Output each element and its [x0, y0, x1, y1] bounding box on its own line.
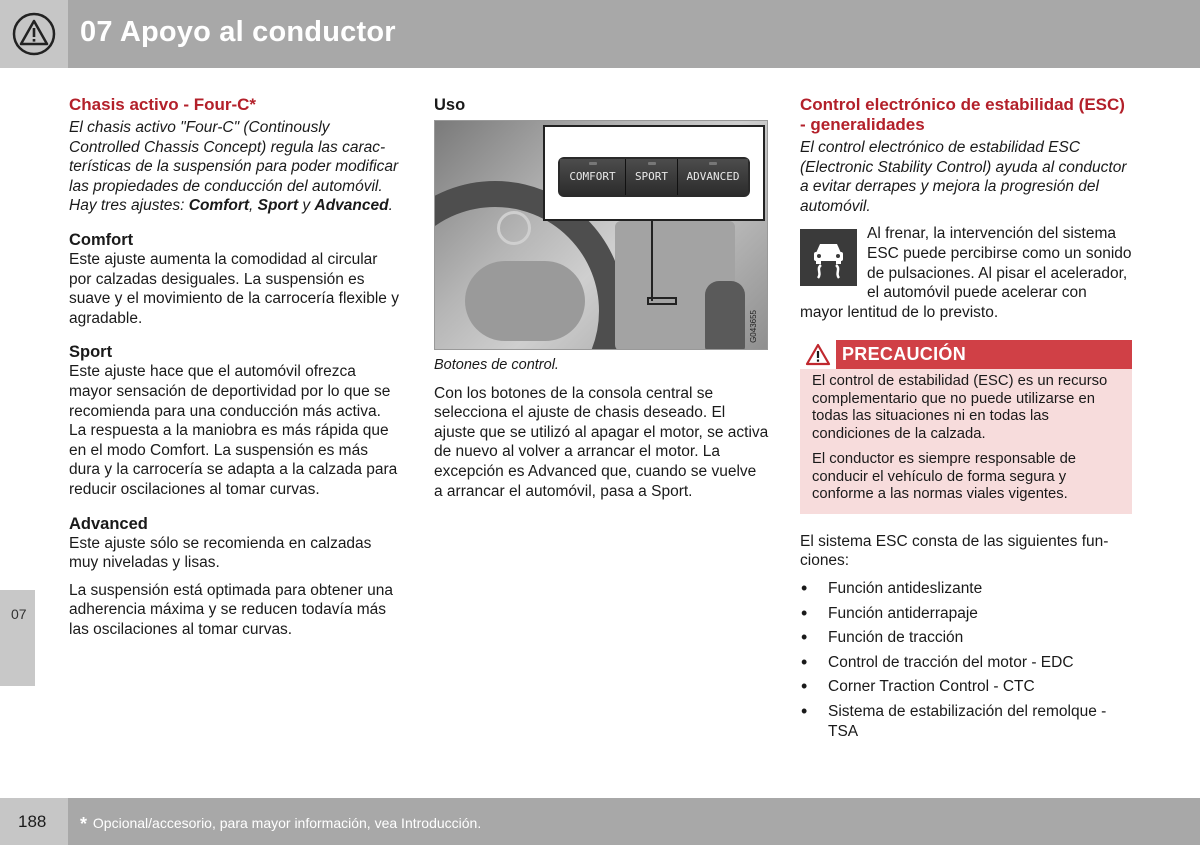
list-item: • Función antideslizante [800, 579, 1132, 599]
footnote-star: * [80, 814, 88, 834]
sport-heading: Sport [69, 343, 113, 362]
comfort-text: Este ajuste aumenta la comodidad al circular por calzadas desiguales. La suspensión es suave y el movimiento de la carrocería flexible y agradable. [69, 250, 399, 327]
four-c-intro-text: El chasis activo "Four-C" (Continously Controlled Chassis Concept) regula las características de la suspensión para poder modificar las propiedades de conducción del automóvil. Hay tres ajustes: [69, 119, 399, 215]
chapter-title: 07 Apoyo al conductor [80, 16, 396, 48]
steering-hub-illustration [465, 261, 585, 341]
advanced-mode-button: ADVANCED [678, 159, 748, 195]
sport-text: Este ajuste hace que el automóvil ofrezca mayor sensación de deportividad por lo que se recomienda para una conducción más activa. La respuesta a la maniobra es más rápida que en el modo Comfort. La suspensión es más dura y la carrocería se adapta a la calzada para reducir oscilaciones al tomar curvas. [69, 363, 398, 498]
comfort-mode-button: COMFORT [560, 159, 626, 195]
intro-sep1: , [249, 197, 258, 215]
gear-lever-illustration [705, 281, 745, 350]
warning-icon-box [0, 0, 68, 68]
sport-mode-button: SPORT [626, 159, 678, 195]
list-item: • Función de tracción [800, 628, 1132, 648]
image-code: G043655 [749, 310, 759, 343]
footnote-text: Opcional/accesorio, para mayor información, vea Introducción. [92, 815, 482, 831]
esc-note-text: Al frenar, la intervención del sistema ESC puede percibirse como un sonido de pulsaciones. Al pisar el acelerador, el automóvil puede acelerar con mayor lentitud de lo previsto. [800, 225, 1132, 321]
side-tab-label: 07 [11, 606, 27, 622]
advanced-heading: Advanced [69, 514, 148, 533]
control-buttons-photo [434, 120, 768, 350]
four-c-intro [69, 118, 399, 216]
intro-sport: Sport [257, 197, 299, 215]
buttons-callout [543, 125, 765, 221]
list-item: • Corner Traction Control - CTC [800, 677, 1132, 697]
list-item: • Sistema de estabilización del remolque - TSA [800, 702, 1132, 741]
section-title-four-c: Chasis activo - Four-C* [69, 95, 257, 114]
footer-note [80, 814, 481, 835]
intro-end: . [388, 197, 393, 215]
page-footer [0, 798, 1200, 845]
warning-triangle-icon [12, 12, 56, 56]
comfort-heading: Comfort [69, 230, 134, 249]
intro-sep2: y [298, 197, 315, 215]
chapter-side-tab [0, 590, 35, 686]
caution-text-1: El control de estabilidad (ESC) es un recurso complementario que no puede utilizarse en todas las situaciones ni en todas las condiciones de la calzada. [812, 373, 1108, 442]
section-title-esc: Control electrónico de estabilidad (ESC) - generalidades [800, 95, 1125, 134]
column-four-c [69, 95, 399, 639]
caution-body [800, 369, 1132, 514]
intro-advanced: Advanced [314, 197, 389, 215]
intro-comfort: Comfort [188, 197, 250, 215]
page-header [0, 0, 1200, 68]
caution-triangle-icon [800, 340, 836, 369]
chassis-mode-buttons [558, 157, 750, 197]
volvo-logo-icon [497, 211, 531, 245]
column-usage [434, 95, 769, 501]
esc-intro: El control electrónico de estabilidad ESC (Electronic Stability Control) ayuda al conductor a evitar derrapes y mejora la progresión del automóvil. [800, 139, 1127, 215]
advanced-text-2: La suspensión está optimada para obtener una adherencia máxima y se reducen todavía más las oscilaciones al tomar curvas. [69, 581, 394, 638]
page-number-box [0, 798, 68, 845]
esc-functions-intro: El sistema ESC consta de las siguientes funciones: [800, 532, 1109, 570]
callout-leader-line [651, 221, 653, 301]
usage-text: Con los botones de la consola central se selecciona el ajuste de chasis deseado. El ajuste que se utilizó al apagar el motor, se activa de nuevo al volver a arrancar el motor. La excepción es Advanced que, cuando se vuelve a arrancar el automóvil, pasa a Sport. [434, 384, 769, 500]
list-item: • Función antiderrapaje [800, 604, 1132, 624]
esc-functions-list [800, 579, 1132, 741]
caution-title: PRECAUCIÓN [842, 344, 967, 365]
page-number: 188 [18, 812, 47, 831]
usage-heading: Uso [434, 96, 466, 114]
esc-skid-icon [800, 229, 857, 286]
advanced-text-1: Este ajuste sólo se recomienda en calzadas muy niveladas y lisas. [69, 534, 372, 572]
caution-box [800, 340, 1132, 514]
callout-target-marker [647, 297, 677, 305]
photo-caption: Botones de control. [434, 357, 559, 373]
list-item: • Control de tracción del motor - EDC [800, 653, 1132, 673]
caution-text-2: El conductor es siempre responsable de conducir el vehículo de forma segura y conforme a las normas viales vigentes. [812, 451, 1077, 503]
esc-note [800, 224, 1132, 322]
caution-header [800, 340, 1132, 369]
column-esc [800, 95, 1132, 746]
